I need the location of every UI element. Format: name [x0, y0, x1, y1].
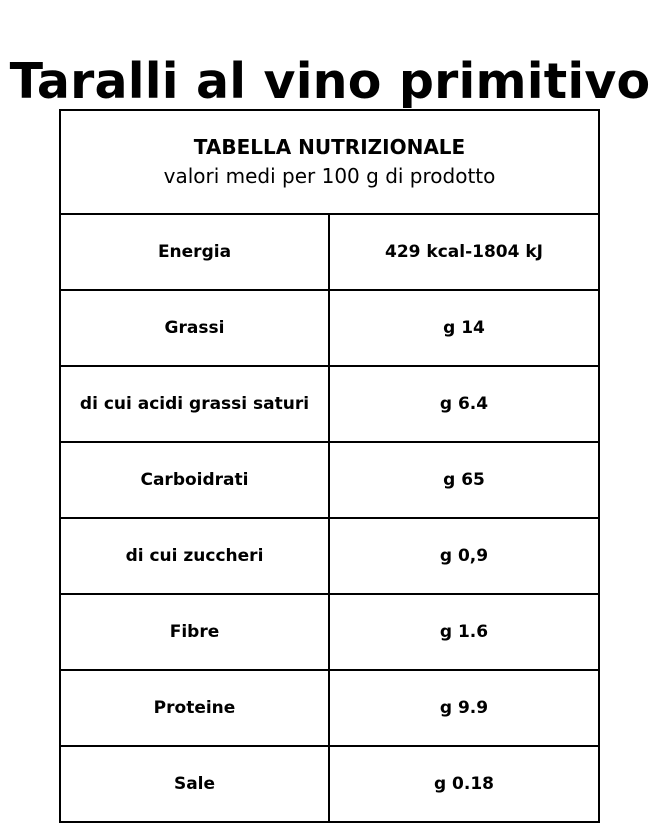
- nutrient-label: Carboidrati: [60, 442, 329, 518]
- table-row: [60, 442, 599, 518]
- nutrient-label: Proteine: [60, 670, 329, 746]
- nutrition-table: [59, 109, 600, 823]
- nutrient-value: g 6.4: [329, 366, 599, 442]
- nutrient-value: g 14: [329, 290, 599, 366]
- nutrient-value: g 0,9: [329, 518, 599, 594]
- nutrient-label: Grassi: [60, 290, 329, 366]
- table-row: [60, 290, 599, 366]
- table-row: [60, 518, 599, 594]
- nutrient-value: g 0.18: [329, 746, 599, 822]
- page-title: Taralli al vino primitivo: [9, 52, 651, 110]
- nutrient-value: g 1.6: [329, 594, 599, 670]
- table-heading: TABELLA NUTRIZIONALE: [193, 135, 466, 159]
- nutrient-label: Fibre: [60, 594, 329, 670]
- nutrient-value: g 9.9: [329, 670, 599, 746]
- nutrient-label: di cui acidi grassi saturi: [60, 366, 329, 442]
- table-row: [60, 670, 599, 746]
- table-row: [60, 746, 599, 822]
- table-row: [60, 594, 599, 670]
- nutrient-label: Sale: [60, 746, 329, 822]
- table-row: [60, 214, 599, 290]
- nutrient-value: g 65: [329, 442, 599, 518]
- nutrient-label: Energia: [60, 214, 329, 290]
- table-header: [60, 110, 599, 214]
- table-subheading: valori medi per 100 g di prodotto: [163, 164, 496, 188]
- table-row: [60, 366, 599, 442]
- nutrient-value: 429 kcal-1804 kJ: [329, 214, 599, 290]
- nutrient-label: di cui zuccheri: [60, 518, 329, 594]
- table-header-row: [60, 110, 599, 214]
